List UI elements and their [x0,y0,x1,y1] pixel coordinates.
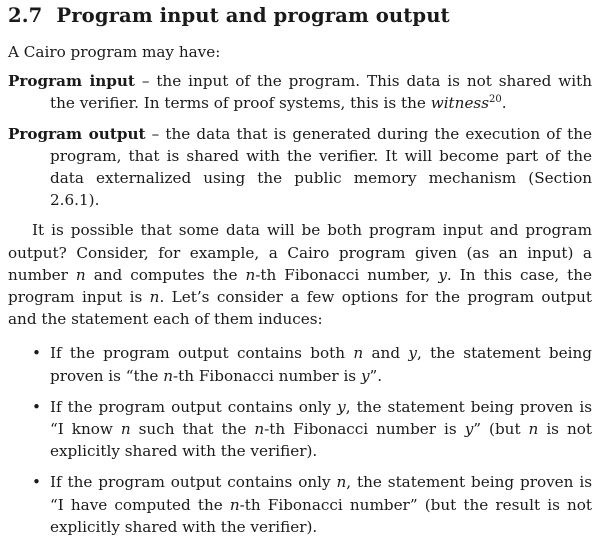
text-run: , the statement being proven is “I know [50,397,592,439]
text-run: and [363,344,409,363]
math-variable: n [229,495,240,514]
text-run: ” (but [473,420,529,439]
bullet-marker: • [32,473,41,492]
text-run: , the statement being proven is “the [50,344,593,385]
math-variable: y [337,397,346,416]
intro-paragraph: A Cairo program may have: [8,43,221,61]
text-run: ”. [369,366,383,385]
math-variable: n [149,288,160,307]
text-run: -th Fibonacci number is [173,366,361,385]
text-run: is not explicitly shared with the verifier). [50,420,592,461]
math-variable: y [438,265,447,284]
definition-text: – the data that is generated during the execution of the program, that is shared with the verifier. It will become part of the data externalized using the public memory mechanism (Section 2.6.1). [50,124,592,210]
math-variable: n [75,265,86,284]
text-run: If the program output contains only [50,473,337,492]
document-page [0,3,600,536]
text-run: -th Fibonacci number is [264,420,465,439]
text-run: , the statement being proven is “I have computed the [50,473,592,514]
definition-program-input [8,70,592,114]
math-variable: n [353,344,364,363]
bullet-marker: • [32,397,41,416]
section-heading [8,3,592,29]
definition-tail: . [501,94,507,113]
definition-text: – the input of the program. This data is not shared with the verifier. In terms of proof systems, this is the [50,72,592,113]
text-run: If the program output contains only [50,397,338,416]
bullet-marker: • [32,344,41,363]
text-run: -th Fibonacci number” (but the result is not explicitly shared with the verifier). [50,495,593,536]
list-item [32,342,592,386]
math-variable: n [245,265,256,284]
math-variable: y [464,420,474,439]
definition-program-output [8,123,592,212]
math-variable: n [163,366,174,385]
definition-term: Program input [8,72,135,91]
math-variable: n [254,420,265,439]
math-variable: y [408,344,417,363]
text-run: It is possible that some data will be both program input and program output? Consider, for example, a Cairo program given (as an input) a number [8,221,592,284]
math-variable: y [360,366,370,385]
section-number: 2.7 [8,4,43,27]
math-variable: n [120,420,131,439]
text-run: such that the [130,420,255,439]
math-variable: n [336,473,347,492]
list-item [32,396,592,463]
math-variable: n [528,420,539,439]
section-title: Program input and program output [56,4,450,27]
text-run: . In this case, the program input is [8,265,593,307]
text-run: and computes the [85,265,246,284]
definition-term: Program output [8,124,146,143]
text-run: -th Fibonacci number, [255,265,439,284]
body-paragraph [8,219,592,330]
text-run: . Let’s consider a few options for the program output and the statement each of them induces: [8,288,592,329]
footnote-marker[interactable]: 20 [489,94,502,106]
options-list [8,342,592,538]
definition-emphasis: witness [430,94,490,113]
text-run: If the program output contains both [50,344,354,363]
list-item [32,471,592,538]
